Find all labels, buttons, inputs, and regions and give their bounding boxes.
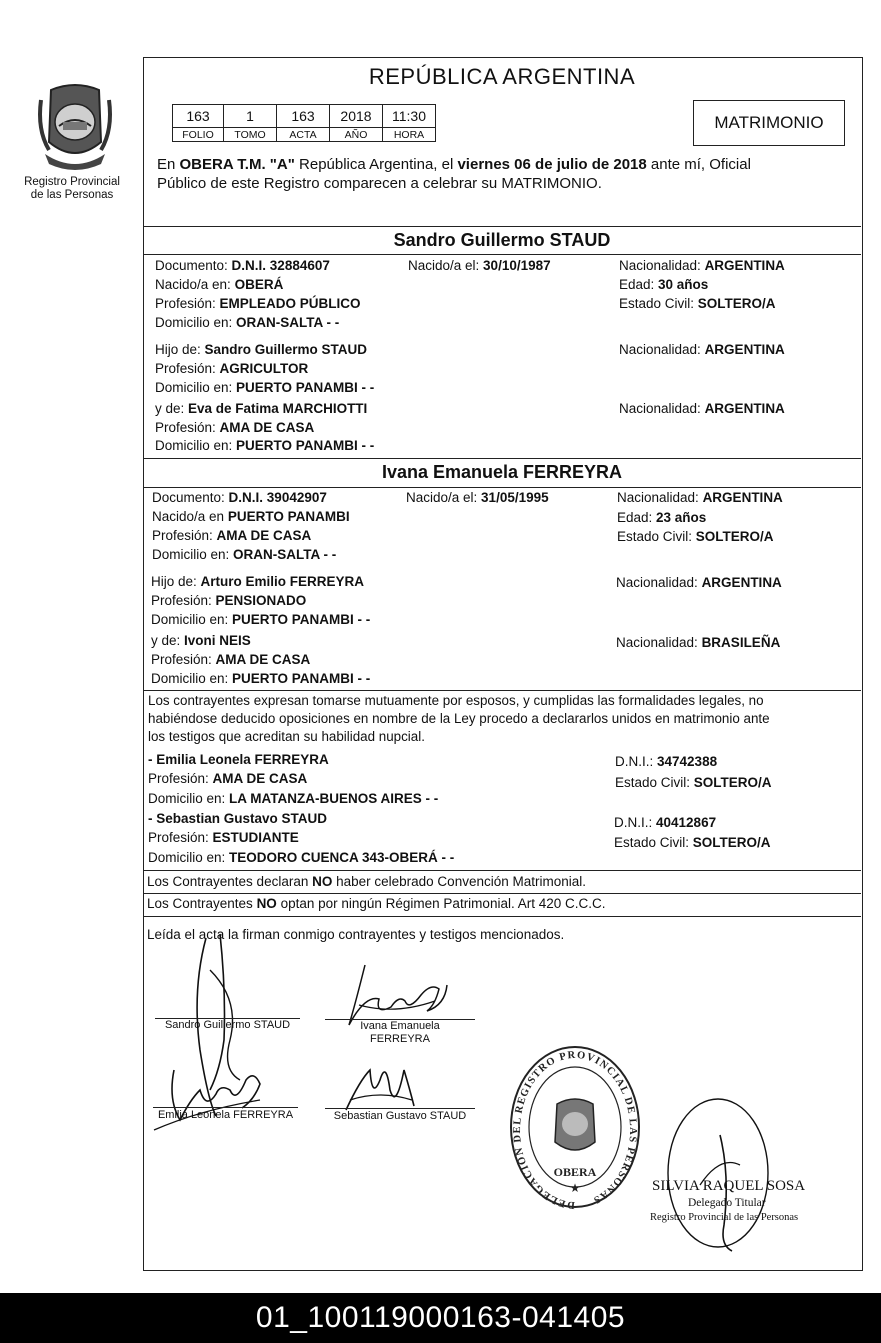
bride-mother-nationality: Nacionalidad: BRASILEÑA: [616, 635, 781, 650]
groom-civil-status: Estado Civil: SOLTERO/A: [619, 296, 776, 311]
declaration-line-1: Los contrayentes expresan tomarse mutuamente por esposos, y cumplidas las formalidades legales, no: [148, 693, 764, 708]
bride-document: Documento: D.N.I. 39042907: [152, 490, 327, 505]
groom-name: Sandro Guillermo STAUD: [393, 230, 611, 250]
office-name-line2: de las Personas: [30, 189, 114, 201]
divider: [143, 254, 861, 255]
groom-mother-address: Domicilio en: PUERTO PANAMBI - -: [155, 438, 375, 453]
witness-1-name: - Emilia Leonela FERREYRA: [148, 752, 329, 767]
bride-father-address: Domicilio en: PUERTO PANAMBI - -: [151, 612, 371, 627]
bride-address: Domicilio en: ORAN-SALTA - -: [152, 547, 337, 562]
bride-birthdate: Nacido/a el: 31/05/1995: [406, 490, 549, 505]
office-name-line1: Registro Provincial: [24, 176, 120, 188]
divider: [143, 690, 861, 691]
bride-mother-profession: Profesión: AMA DE CASA: [151, 652, 311, 667]
bride-mother: y de: Ivoni NEIS: [151, 633, 251, 648]
divider: [143, 487, 861, 488]
folio-value: 163: [173, 105, 224, 128]
witness-2-signature-caption: Sebastian Gustavo STAUD: [333, 1110, 467, 1122]
groom-profession: Profesión: EMPLEADO PÚBLICO: [155, 296, 361, 311]
bride-signature-caption-2: FERREYRA: [370, 1033, 430, 1045]
witness-2-address: Domicilio en: TEODORO CUENCA 343-OBERÁ - -: [148, 850, 455, 865]
intro-line-1: En OBERA T.M. "A" República Argentina, el viernes 06 de julio de 2018 ante mí, Oficial: [157, 156, 751, 173]
regime-clause: Los Contrayentes NO optan por ningún Régimen Patrimonial. Art 420 C.C.C.: [147, 896, 606, 911]
signature-line: [325, 1108, 475, 1109]
groom-father: Hijo de: Sandro Guillermo STAUD: [155, 342, 368, 357]
bride-age: Edad: 23 años: [617, 510, 707, 525]
bride-mother-address: Domicilio en: PUERTO PANAMBI - -: [151, 671, 371, 686]
bride-nationality: Nacionalidad: ARGENTINA: [617, 490, 783, 505]
province-seal-logo: [35, 80, 115, 172]
svg-text:★: ★: [569, 1181, 581, 1195]
divider: [143, 893, 861, 894]
anio-label: AÑO: [330, 128, 383, 142]
tomo-value: 1: [224, 105, 277, 128]
intro-place: OBERA T.M. "A": [179, 156, 295, 173]
svg-text:DELEGACION DEL REGISTRO PROVIN: DELEGACION DEL REGISTRO PROVINCIAL DE LAS PERSONAS: [512, 1049, 639, 1211]
groom-document: Documento: D.N.I. 32884607: [155, 258, 330, 273]
witness-1-signature: [150, 1060, 270, 1140]
witness-1-dni: D.N.I.: 34742388: [615, 754, 718, 769]
acta-value: 163: [277, 105, 330, 128]
divider: [143, 916, 861, 917]
bride-father: Hijo de: Arturo Emilio FERREYRA: [151, 574, 365, 589]
bride-birthplace: Nacido/a en PUERTO PANAMBI: [152, 509, 350, 524]
witness-1-profession: Profesión: AMA DE CASA: [148, 771, 308, 786]
declaration-line-2: habiéndose deducido oposiciones en nombre de la Ley procedo a declararlos unidos en matrimonio ante: [148, 711, 770, 726]
divider: [143, 870, 861, 871]
groom-father-address: Domicilio en: PUERTO PANAMBI - -: [155, 380, 375, 395]
groom-birthdate: Nacido/a el: 30/10/1987: [408, 258, 551, 273]
groom-father-profession: Profesión: AGRICULTOR: [155, 361, 309, 376]
groom-birthplace: Nacido/a en: OBERÁ: [155, 277, 284, 292]
hora-value: 11:30: [383, 105, 436, 128]
groom-address: Domicilio en: ORAN-SALTA - -: [155, 315, 340, 330]
groom-age: Edad: 30 años: [619, 277, 709, 292]
folio-label: FOLIO: [173, 128, 224, 142]
witness-2-civil-status: Estado Civil: SOLTERO/A: [614, 835, 771, 850]
groom-mother: y de: Eva de Fatima MARCHIOTTI: [155, 401, 368, 416]
signature-line: [153, 1107, 298, 1108]
acta-label: ACTA: [277, 128, 330, 142]
bride-profession: Profesión: AMA DE CASA: [152, 528, 312, 543]
hora-label: HORA: [383, 128, 436, 142]
reading-clause: Leída el acta la firman conmigo contrayentes y testigos mencionados.: [147, 927, 565, 942]
witness-2-profession: Profesión: ESTUDIANTE: [148, 830, 299, 845]
declaration-line-3: los testigos que acreditan su habilidad nupcial.: [148, 729, 425, 744]
witness-2-dni: D.N.I.: 40412867: [614, 815, 717, 830]
registry-stamp: [505, 1042, 645, 1212]
svg-text:OBERA: OBERA: [553, 1165, 597, 1179]
bride-name: Ivana Emanuela FERREYRA: [381, 462, 623, 482]
document-code-bar: 01_100119000163-041405: [0, 1293, 881, 1343]
witness-2-name: - Sebastian Gustavo STAUD: [148, 811, 328, 826]
official-office: Registro Provincial de las Personas: [650, 1212, 799, 1223]
intro-date: viernes 06 de julio de 2018: [457, 156, 647, 173]
anio-value: 2018: [330, 105, 383, 128]
official-role: Delegado Titular: [688, 1197, 766, 1209]
groom-father-nationality: Nacionalidad: ARGENTINA: [619, 342, 785, 357]
bride-father-nationality: Nacionalidad: ARGENTINA: [616, 575, 782, 590]
groom-signature-caption: Sandro Guillermo STAUD: [164, 1019, 291, 1031]
bride-civil-status: Estado Civil: SOLTERO/A: [617, 529, 774, 544]
country-title: REPÚBLICA ARGENTINA: [368, 64, 636, 89]
groom-mother-nationality: Nacionalidad: ARGENTINA: [619, 401, 785, 416]
bride-signature-caption-1: Ivana Emanuela: [360, 1020, 440, 1032]
divider: [143, 226, 861, 227]
act-type-box: MATRIMONIO: [693, 100, 845, 146]
witness-1-address: Domicilio en: LA MATANZA-BUENOS AIRES - -: [148, 791, 439, 806]
official-name: SILVIA RAQUEL SOSA: [652, 1178, 806, 1194]
divider: [143, 458, 861, 459]
convention-clause: Los Contrayentes declaran NO haber celebrado Convención Matrimonial.: [147, 874, 586, 889]
groom-nationality: Nacionalidad: ARGENTINA: [619, 258, 785, 273]
witness-1-signature-caption: Emilia Leonela FERREYRA: [157, 1109, 294, 1121]
bride-father-profession: Profesión: PENSIONADO: [151, 593, 307, 608]
groom-mother-profession: Profesión: AMA DE CASA: [155, 420, 315, 435]
official-signature: [660, 1095, 780, 1255]
intro-line-2: Público de este Registro comparecen a celebrar su MATRIMONIO.: [157, 175, 602, 192]
tomo-label: TOMO: [224, 128, 277, 142]
witness-1-civil-status: Estado Civil: SOLTERO/A: [615, 775, 772, 790]
record-number-table: [172, 104, 436, 142]
